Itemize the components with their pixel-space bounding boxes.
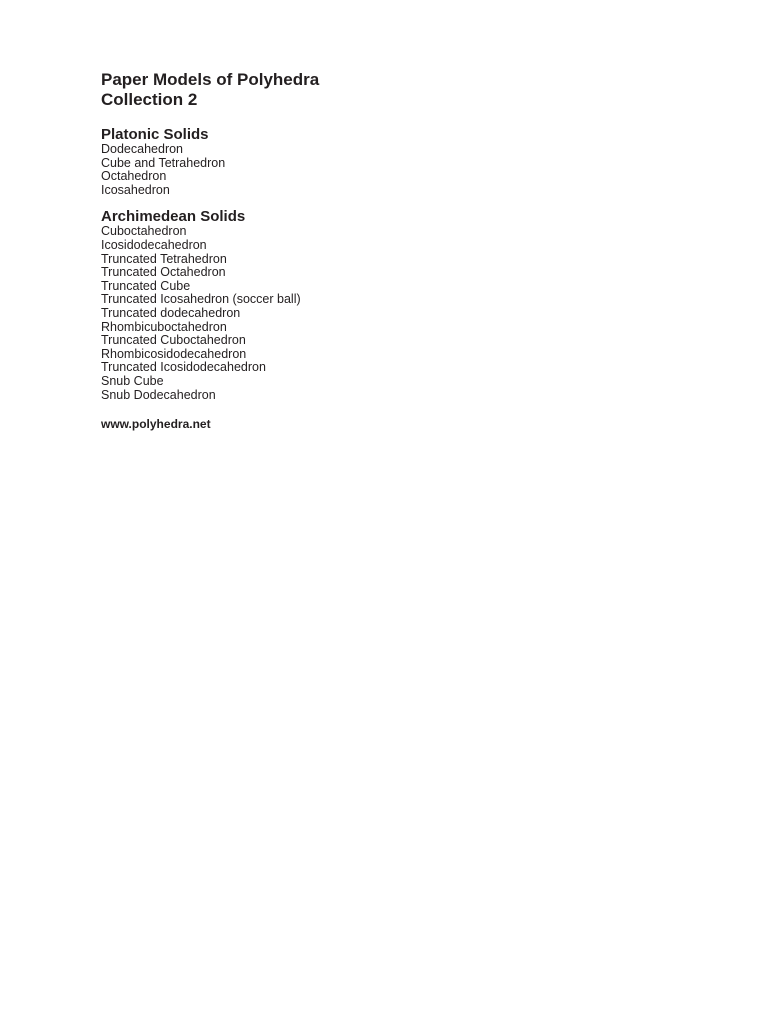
title-line-1: Paper Models of Polyhedra <box>101 70 320 89</box>
list-item: Icosidodecahedron <box>101 237 207 252</box>
list-item: Truncated Icosahedron (soccer ball) <box>101 292 301 307</box>
section-platonic-solids <box>101 126 701 197</box>
document-title <box>101 70 701 110</box>
section-heading: Platonic Solids <box>101 126 209 143</box>
title-line-2: Collection 2 <box>101 90 198 109</box>
list-item: Octahedron <box>101 169 167 184</box>
section-archimedean-solids <box>101 208 701 402</box>
archimedean-solids-list <box>101 225 701 402</box>
list-item: Truncated dodecahedron <box>101 305 241 320</box>
list-item: Truncated Tetrahedron <box>101 251 227 266</box>
list-item: Truncated Octahedron <box>101 265 226 280</box>
list-item: Rhombicosidodecahedron <box>101 346 247 361</box>
list-item: Truncated Cuboctahedron <box>101 333 246 348</box>
list-item: Cube and Tetrahedron <box>101 155 226 170</box>
website-url: www.polyhedra.net <box>101 417 211 432</box>
list-item: Snub Cube <box>101 373 164 388</box>
list-item: Snub Dodecahedron <box>101 387 216 402</box>
section-heading: Archimedean Solids <box>101 208 246 226</box>
list-item: Truncated Cube <box>101 278 191 293</box>
list-item: Rhombicuboctahedron <box>101 319 227 334</box>
document-page <box>101 70 701 431</box>
platonic-solids-list <box>101 143 701 197</box>
list-item: Truncated Icosidodecahedron <box>101 360 266 375</box>
list-item: Cuboctahedron <box>101 224 187 239</box>
list-item: Dodecahedron <box>101 142 184 156</box>
list-item: Icosahedron <box>101 182 170 197</box>
